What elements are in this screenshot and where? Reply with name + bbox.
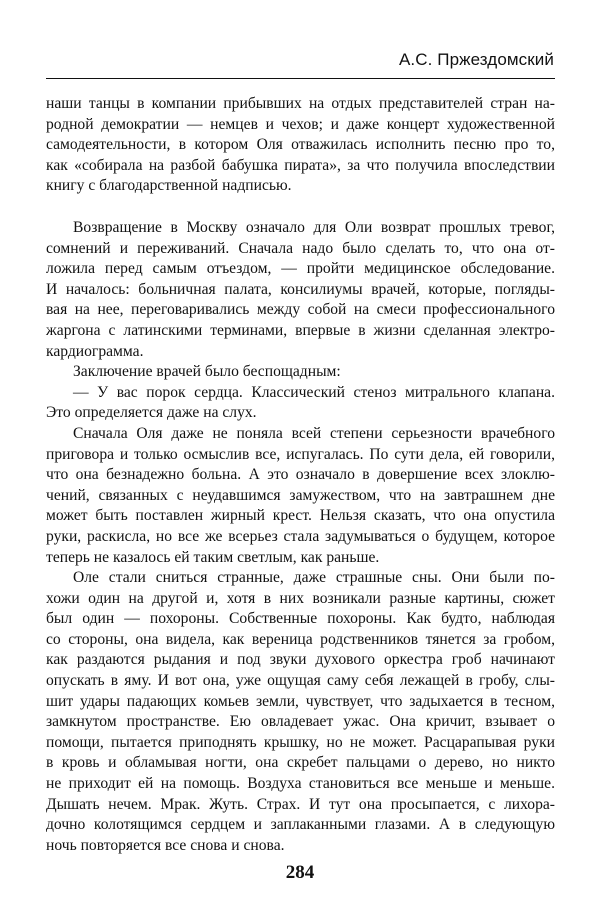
page-number: 284 [285, 862, 315, 883]
text-line: Это определяется даже на слух. [46, 404, 257, 422]
text-line: руки, раскисла, но все же всерьез стала задумываться о будущем, которое [46, 527, 555, 545]
text-line: был один — похороны. Собственные похороны. Как будто, наблюдая [46, 610, 555, 628]
text-line: шит удары падающих комьев земли, чувствует, что задыхается в тесном, [46, 692, 555, 710]
text-line: Сначала Оля даже не поняла всей степени серьезности врачебного [73, 424, 555, 442]
text-block-main [46, 218, 555, 856]
header-rule [46, 78, 555, 79]
text-line: замкнутом пространстве. Ею овладевает ужас. Она кричит, взывает о [46, 713, 555, 731]
text-line: сомнений и переживаний. Сначала надо было сделать то, что она от- [46, 239, 555, 257]
text-line: опускать в яму. И вот она, уже ощущая саму себя лежащей в гробу, слы- [46, 672, 555, 690]
text-line: дочно колотящимся сердцем и заплаканными глазами. А в следующую [46, 816, 555, 834]
text-line: родной демократии — немцев и чехов; и даже концерт художественной [46, 115, 555, 133]
paragraph [46, 362, 555, 383]
text-line: книгу с благодарственной надписью. [46, 177, 292, 195]
text-line: наши танцы в компании прибывших на отдых представителей стран на- [46, 95, 555, 112]
text-line: Возвращение в Москву означало для Оли возврат прошлых тревог, [73, 219, 555, 236]
running-header-author: А.С. Пржездомский [398, 50, 554, 69]
text-line: Дышать нечем. Мрак. Жуть. Страх. И тут она просыпается, с лихора- [46, 795, 555, 813]
text-line: не приходит ей на помощь. Воздуха становиться все меньше и меньше. [46, 775, 555, 793]
text-line: хожи один на другой и, хотя в них возникали разные картины, сюжет [46, 589, 555, 607]
text-line: как «собирала на разбой бабушка пирата», за что получила впоследствии [46, 156, 555, 174]
paragraph [46, 424, 555, 568]
text-line: со стороны, она видела, как вереница родственников тянется за гробом, [46, 630, 555, 648]
text-line: Заключение врачей было беспощадным: [73, 363, 341, 381]
text-line: самодеятельности, в котором Оля отважилась исполнить песню про то, [46, 136, 555, 154]
text-line: может быть поставлен жирный крест. Нельзя сказать, что она опустила [46, 507, 555, 525]
paragraph [46, 568, 555, 856]
text-line: в кровь и обламывая ногти, она скребет пальцами о дерево, но никто [46, 754, 555, 772]
text-line: И началось: больничная палата, консилиумы врачей, которые, погляды- [46, 280, 555, 298]
text-line: кардиограмма. [46, 342, 144, 360]
paragraph [46, 383, 555, 424]
text-line: помощи, пытается приподнять крышку, но не может. Расцарапывая руки [46, 733, 555, 751]
text-block-continuation [46, 94, 555, 197]
paragraph [46, 218, 555, 362]
text-line: ночь повторяется все снова и снова. [46, 836, 285, 854]
text-line: что она безнадежно больна. А это означало в довершение всех злоклю- [46, 466, 555, 484]
text-line: — У вас порок сердца. Классический стеноз митрального клапана. [73, 383, 555, 401]
text-line: жаргона с латинскими терминами, впервые в жизни сделанная электро- [46, 321, 555, 339]
text-line: приговора и только осмыслив все, испугалась. По сути дела, ей говорили, [46, 445, 555, 463]
text-line: как раздаются рыдания и под звуки духового оркестра гроб начинают [46, 651, 555, 669]
text-line: теперь не казалось ей таким светлым, как раньше. [46, 548, 380, 566]
text-line: чений, связанных с неудавшимся замужеством, что на завтрашнем дне [46, 486, 555, 504]
text-line: Оле стали сниться странные, даже страшные сны. Они были по- [73, 569, 555, 587]
text-line: вая на нее, переговаривались между собой на смеси профессионального [46, 301, 555, 319]
text-line: ложила перед самым отъездом, — пройти медицинское обследование. [46, 260, 555, 278]
paragraph [46, 94, 555, 197]
